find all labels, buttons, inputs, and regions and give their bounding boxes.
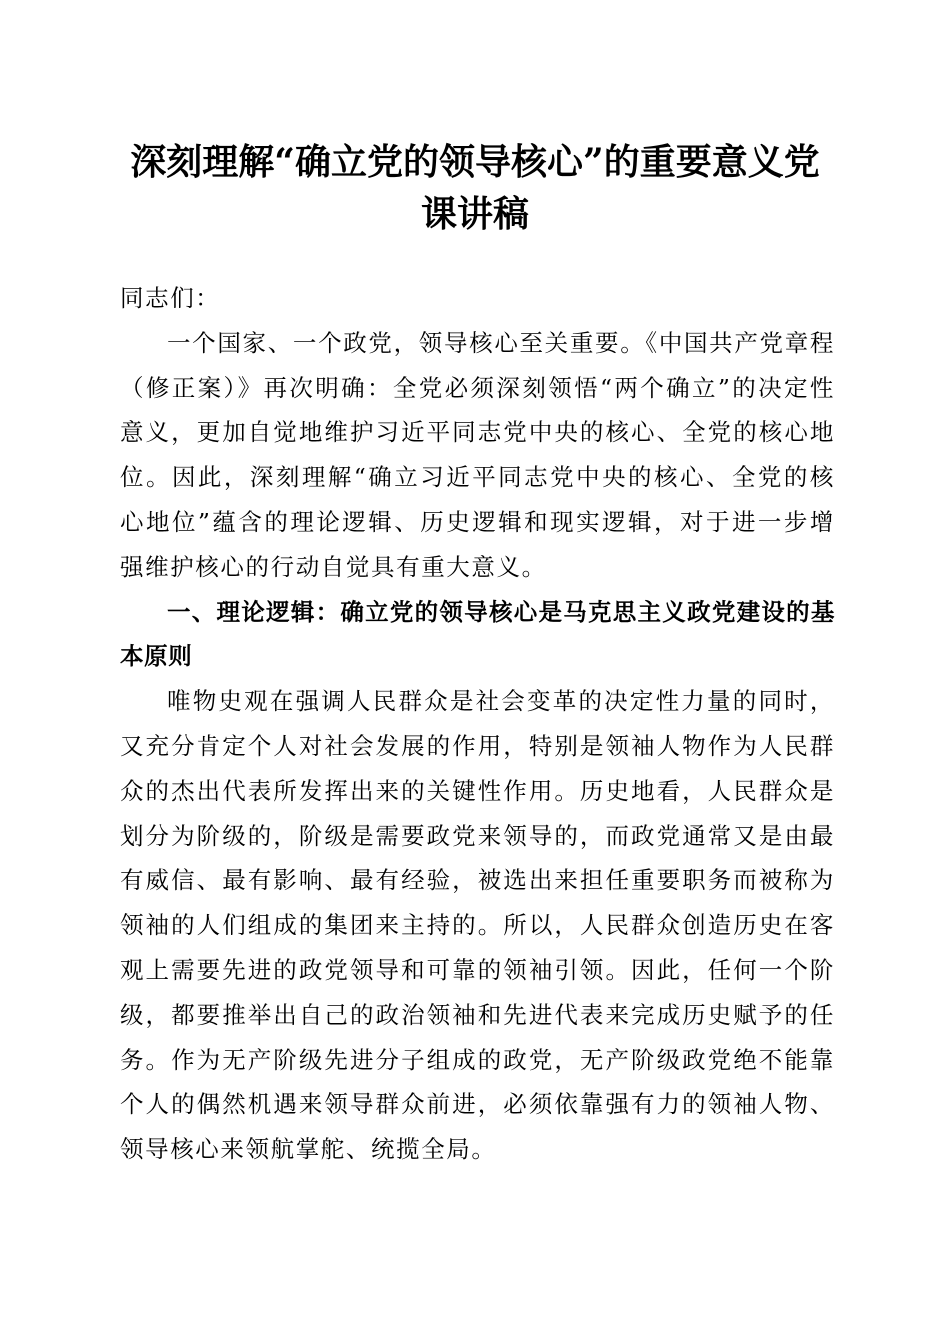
title-line-2: 课讲稿	[420, 193, 529, 235]
intro-paragraph: 一个国家、一个政党，领导核心至关重要。《中国共产党章程（修正案）》再次明确：全党必须深刻领悟“两个确立”的决定性意义，更加自觉地维护习近平同志党中央的核心、全党的核心地位。因此，深刻理解“确立习近平同志党中央的核心、全党的核心地位”蕴含的理论逻辑、历史逻辑和现实逻辑，对于进一步增强维护核心的行动自觉具有重大意义。	[120, 328, 835, 581]
section-1-heading: 一、理论逻辑：确立党的领导核心是马克思主义政党建设的基本原则	[120, 597, 835, 671]
document-title	[100, 136, 850, 240]
title-line-1: 深刻理解“确立党的领导核心”的重要意义党	[130, 141, 820, 183]
salutation: 同志们：	[120, 284, 221, 312]
section-1-paragraph: 唯物史观在强调人民群众是社会变革的决定性力量的同时，又充分肯定个人对社会发展的作用，特别是领袖人物作为人民群众的杰出代表所发挥出来的关键性作用。历史地看，人民群众是划分为阶级的，阶级是需要政党来领导的，而政党通常又是由最有威信、最有影响、最有经验，被选出来担任重要职务而被称为领袖的人们组成的集团来主持的。所以，人民群众创造历史在客观上需要先进的政党领导和可靠的领袖引领。因此，任何一个阶级，都要推举出自己的政治领袖和先进代表来完成历史赋予的任务。作为无产阶级先进分子组成的政党，无产阶级政党绝不能靠个人的偶然机遇来领导群众前进，必须依靠强有力的领袖人物、领导核心来领航掌舵、统揽全局。	[120, 687, 835, 1164]
document-body	[120, 276, 835, 1172]
